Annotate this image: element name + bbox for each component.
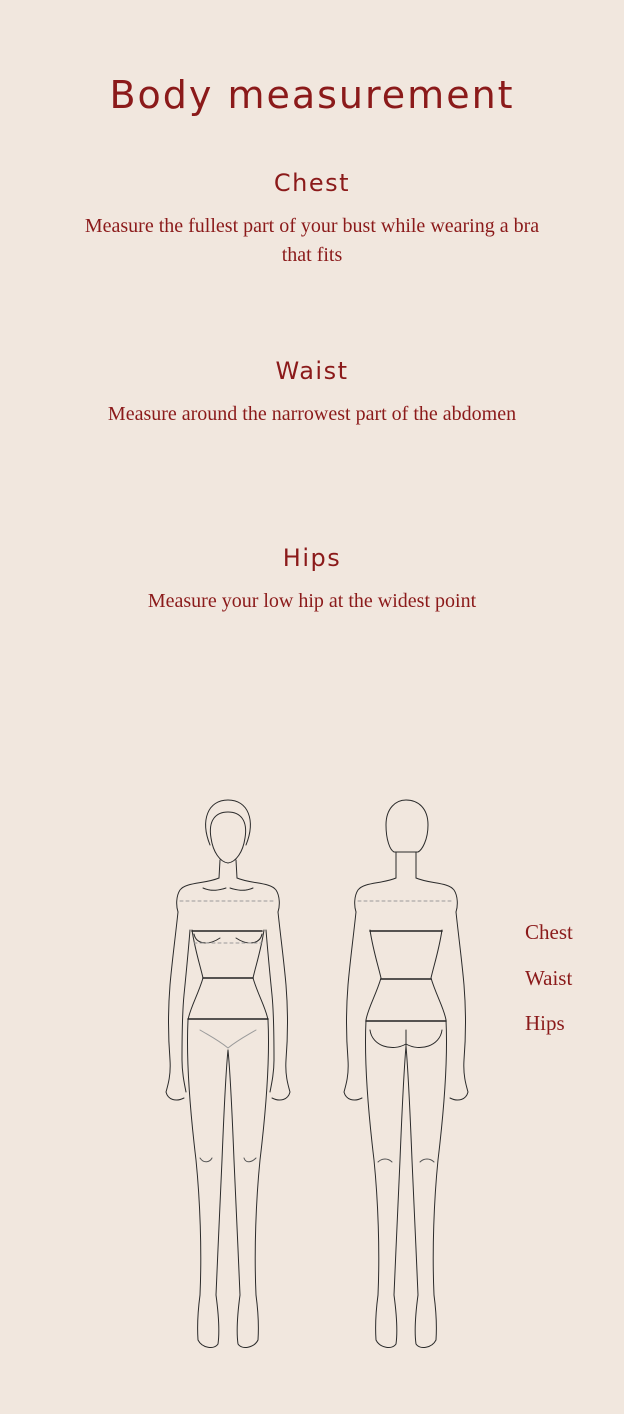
section-chest-title: Chest <box>273 169 351 197</box>
back-view-body-figure <box>344 800 468 1347</box>
section-hips <box>0 543 624 616</box>
section-chest-description: Measure the fullest part of your bust while wearing a bra that fits <box>84 215 540 266</box>
section-chest <box>0 168 624 270</box>
front-hair <box>206 800 251 845</box>
back-head <box>386 800 428 852</box>
section-waist-description: Measure around the narrowest part of the abdomen <box>107 403 517 425</box>
page-title: Body measurement <box>109 73 515 117</box>
section-hips-title: Hips <box>282 544 342 572</box>
section-waist <box>0 356 624 429</box>
front-face <box>210 812 245 863</box>
front-view-body-figure <box>166 800 290 1347</box>
section-waist-title: Waist <box>275 357 349 385</box>
legend-waist: Waist <box>525 966 573 990</box>
legend-hips: Hips <box>525 1011 565 1035</box>
section-hips-description: Measure your low hip at the widest point <box>147 590 477 612</box>
legend-chest: Chest <box>525 920 573 944</box>
body-figures <box>0 770 624 1370</box>
